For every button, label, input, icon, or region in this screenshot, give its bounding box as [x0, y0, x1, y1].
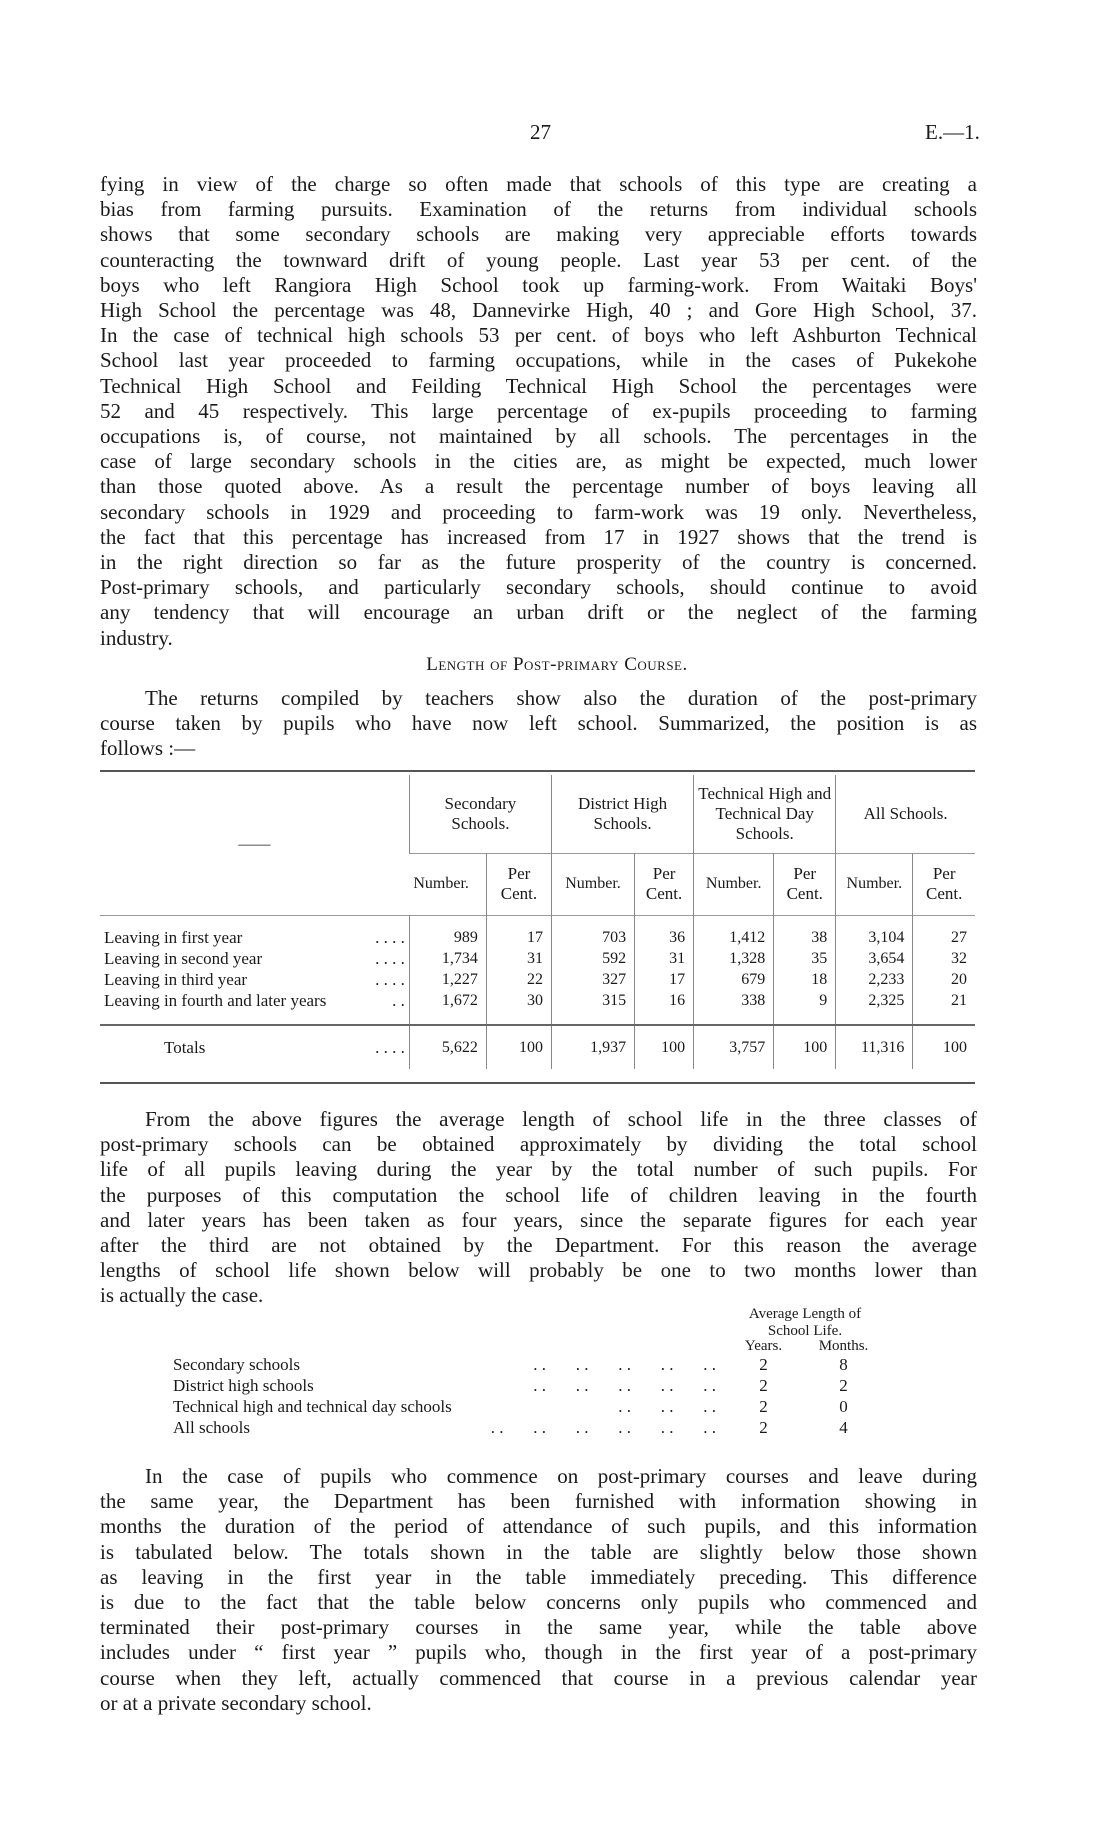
avg-label-text: All schools	[173, 1418, 250, 1437]
table-cell: 16	[635, 990, 694, 1011]
table-cell: 2,325	[836, 990, 913, 1011]
percent-header: Per Cent.	[913, 853, 975, 915]
paragraph-same-year	[100, 1464, 977, 1716]
avg-row	[173, 1375, 886, 1396]
text-line: or at a private secondary school.	[100, 1690, 372, 1715]
months-header: Months.	[818, 1338, 869, 1354]
months-value: 4	[839, 1418, 848, 1437]
years-value: 2	[759, 1376, 768, 1395]
text-line: case of large secondary schools in the cities are, as might be expected, much lower	[100, 449, 977, 474]
paragraph-farming	[100, 172, 977, 651]
table-cell: 36	[635, 927, 694, 948]
table-row	[100, 969, 975, 990]
paragraph-average	[100, 1107, 977, 1309]
totals-cell: 5,622	[409, 1025, 486, 1069]
text-line: lengths of school life shown below will probably be one to two months lower than	[100, 1258, 977, 1283]
row-label	[100, 927, 409, 948]
group-header: District High Schools.	[551, 775, 693, 853]
table-cell: 3,104	[836, 927, 913, 948]
text-line: course when they left, actually commenced that course in a previous calendar year	[100, 1665, 977, 1690]
table-cell: 35	[774, 948, 836, 969]
table-row	[100, 990, 975, 1011]
text-line: In the case of pupils who commence on post-primary courses and leave during	[145, 1464, 977, 1488]
table-top-rule	[100, 770, 975, 772]
text-line: shows that some secondary schools are making very appreciable efforts towards	[100, 222, 977, 247]
table-cell: 21	[913, 990, 975, 1011]
totals-cell: 100	[486, 1025, 551, 1069]
leader-dots: . . . . . .	[618, 1397, 716, 1416]
text-line: occupations is, of course, not maintained by all schools. The percentages in the	[100, 424, 977, 449]
leader-dots: . .	[392, 990, 405, 1010]
table-cell: 989	[409, 927, 486, 948]
number-header: Number.	[551, 853, 634, 915]
avg-label	[173, 1396, 726, 1417]
table-cell: 32	[913, 948, 975, 969]
text-line: is due to the fact that the table below concerns only pupils who commenced and	[100, 1590, 977, 1615]
totals-cell: 3,757	[694, 1025, 774, 1069]
table-cell: 3,654	[836, 948, 913, 969]
percent-header: Per Cent.	[774, 853, 836, 915]
text-line: bias from farming pursuits. Examination of the returns from individual schools	[100, 197, 977, 222]
group-header: Secondary Schools.	[409, 775, 551, 853]
corner-cell: ——	[238, 835, 271, 853]
paragraph-returns	[100, 686, 977, 762]
totals-cell: 11,316	[836, 1025, 913, 1069]
text-line: fying in view of the charge so often made that schools of this type are creating a	[100, 172, 977, 196]
text-line: The returns compiled by teachers show also the duration of the post-primary	[145, 686, 977, 710]
text-line: High School the percentage was 48, Dannevirke High, 40 ; and Gore High School, 37.	[100, 298, 977, 323]
totals-cell: 100	[635, 1025, 694, 1069]
table-cell: 338	[694, 990, 774, 1011]
row-label-text: Leaving in first year	[104, 927, 243, 947]
leader-dots: . . . .	[375, 1037, 405, 1057]
months-value: 8	[839, 1355, 848, 1374]
table-cell: 1,227	[409, 969, 486, 990]
average-length-table	[173, 1338, 886, 1438]
avg-header	[730, 1306, 880, 1340]
leader-dots: . . . . . . . . . .	[533, 1355, 716, 1374]
text-line: the fact that this percentage has increased from 17 in 1927 shows that the trend is	[100, 524, 977, 549]
group-header: All Schools.	[836, 775, 975, 853]
table-cell: 17	[486, 927, 551, 948]
text-line: as leaving in the first year in the table immediately preceding. This difference	[100, 1564, 977, 1589]
text-line: course taken by pupils who have now left school. Summarized, the position is as	[100, 711, 977, 736]
avg-row	[173, 1396, 886, 1417]
leader-dots: . . . .	[375, 948, 405, 968]
group-header: Technical High and Technical Day Schools.	[694, 775, 836, 853]
row-label-text: Leaving in fourth and later years	[104, 990, 327, 1010]
table-cell: 2,233	[836, 969, 913, 990]
row-label	[100, 990, 409, 1011]
row-label-text: Leaving in third year	[104, 969, 248, 989]
table-row	[100, 948, 975, 969]
text-line: secondary schools in 1929 and proceeding to farm-work was 19 only. Nevertheless,	[100, 499, 977, 524]
text-line: the purposes of this computation the school life of children leaving in the fourth	[100, 1182, 977, 1207]
text-line: follows :—	[100, 736, 196, 761]
row-label	[100, 948, 409, 969]
avg-row	[173, 1354, 886, 1375]
text-line: From the above figures the average length of school life in the three classes of	[145, 1107, 977, 1131]
table-row	[100, 927, 975, 948]
totals-label	[100, 1025, 409, 1069]
text-line: after the third are not obtained by the Department. For this reason the average	[100, 1233, 977, 1258]
table-cell: 31	[635, 948, 694, 969]
avg-label-text: District high schools	[173, 1376, 314, 1395]
totals-row	[100, 1025, 975, 1069]
text-line: 52 and 45 respectively. This large percentage of ex-pupils proceeding to farming	[100, 398, 977, 423]
leader-dots: . . . .	[375, 927, 405, 947]
text-line: is tabulated below. The totals shown in the table are slightly below those shown	[100, 1539, 977, 1564]
years-value: 2	[759, 1397, 768, 1416]
table-cell: 27	[913, 927, 975, 948]
text-line: is actually the case.	[100, 1283, 264, 1308]
totals-text: Totals	[164, 1037, 206, 1057]
text-line: life of all pupils leaving during the year by the total number of such pupils. For	[100, 1157, 977, 1182]
table-cell: 17	[635, 969, 694, 990]
table-cell: 1,734	[409, 948, 486, 969]
avg-label-text: Technical high and technical day schools	[173, 1397, 452, 1416]
course-length-table	[100, 775, 975, 1069]
document-reference: E.—1.	[925, 120, 980, 144]
avg-label	[173, 1375, 726, 1396]
totals-cell: 100	[774, 1025, 836, 1069]
row-label-text: Leaving in second year	[104, 948, 263, 968]
avg-row	[173, 1417, 886, 1438]
table-cell: 703	[551, 927, 634, 948]
table-cell: 315	[551, 990, 634, 1011]
leader-dots: . . . . . . . . . .	[533, 1376, 716, 1395]
table-cell: 9	[774, 990, 836, 1011]
avg-title: Average Length of	[748, 1306, 862, 1322]
table-cell: 327	[551, 969, 634, 990]
number-header: Number.	[836, 853, 913, 915]
text-line: post-primary schools can be obtained approximately by dividing the total school	[100, 1132, 977, 1157]
years-value: 2	[759, 1418, 768, 1437]
table-cell: 31	[486, 948, 551, 969]
table-cell: 1,672	[409, 990, 486, 1011]
text-line: than those quoted above. As a result the percentage number of boys leaving all	[100, 474, 977, 499]
section-heading: Length of Post-primary Course.	[426, 654, 688, 675]
text-line: Post-primary schools, and particularly secondary schools, should continue to avoid	[100, 575, 977, 600]
table-cell: 20	[913, 969, 975, 990]
text-line: months the duration of the period of attendance of such pupils, and this information	[100, 1514, 977, 1539]
table-cell: 38	[774, 927, 836, 948]
avg-label	[173, 1354, 726, 1375]
table-cell: 1,412	[694, 927, 774, 948]
leader-dots: . . . .	[375, 969, 405, 989]
avg-title: School Life.	[767, 1323, 843, 1339]
table-cell: 18	[774, 969, 836, 990]
row-label	[100, 969, 409, 990]
table-cell: 592	[551, 948, 634, 969]
page-number: 27	[530, 120, 551, 144]
months-value: 0	[839, 1397, 848, 1416]
table-bottom-rule	[100, 1082, 975, 1084]
percent-header: Per Cent.	[486, 853, 551, 915]
number-header: Number.	[694, 853, 774, 915]
totals-cell: 100	[913, 1025, 975, 1069]
text-line: in the right direction so far as the future prosperity of the country is concerned.	[100, 550, 977, 575]
years-value: 2	[759, 1355, 768, 1374]
text-line: boys who left Rangiora High School took up farming-work. From Waitaki Boys'	[100, 272, 977, 297]
avg-label	[173, 1417, 726, 1438]
percent-header: Per Cent.	[635, 853, 694, 915]
avg-label-text: Secondary schools	[173, 1355, 301, 1374]
number-header: Number.	[413, 875, 469, 892]
text-line: industry.	[100, 625, 173, 650]
text-line: any tendency that will encourage an urban drift or the neglect of the farming	[100, 600, 977, 625]
table-cell: 30	[486, 990, 551, 1011]
text-line: counteracting the townward drift of young people. Last year 53 per cent. of the	[100, 247, 977, 272]
text-line: In the case of technical high schools 53 per cent. of boys who left Ashburton Technical	[100, 323, 977, 348]
text-line: and later years has been taken as four years, since the separate figures for each year	[100, 1207, 977, 1232]
totals-cell: 1,937	[551, 1025, 634, 1069]
table-cell: 679	[694, 969, 774, 990]
text-line: terminated their post-primary courses in the same year, while the table above	[100, 1615, 977, 1640]
leader-dots: . . . . . . . . . . . .	[490, 1418, 716, 1437]
text-line: includes under “ first year ” pupils who, though in the first year of a post-primary	[100, 1640, 977, 1665]
months-value: 2	[839, 1376, 848, 1395]
table-cell: 22	[486, 969, 551, 990]
table-cell: 1,328	[694, 948, 774, 969]
text-line: the same year, the Department has been furnished with information showing in	[100, 1489, 977, 1514]
years-header: Years.	[744, 1338, 783, 1354]
text-line: School last year proceeded to farming occupations, while in the cases of Pukekohe	[100, 348, 977, 373]
text-line: Technical High School and Feilding Technical High School the percentages were	[100, 373, 977, 398]
